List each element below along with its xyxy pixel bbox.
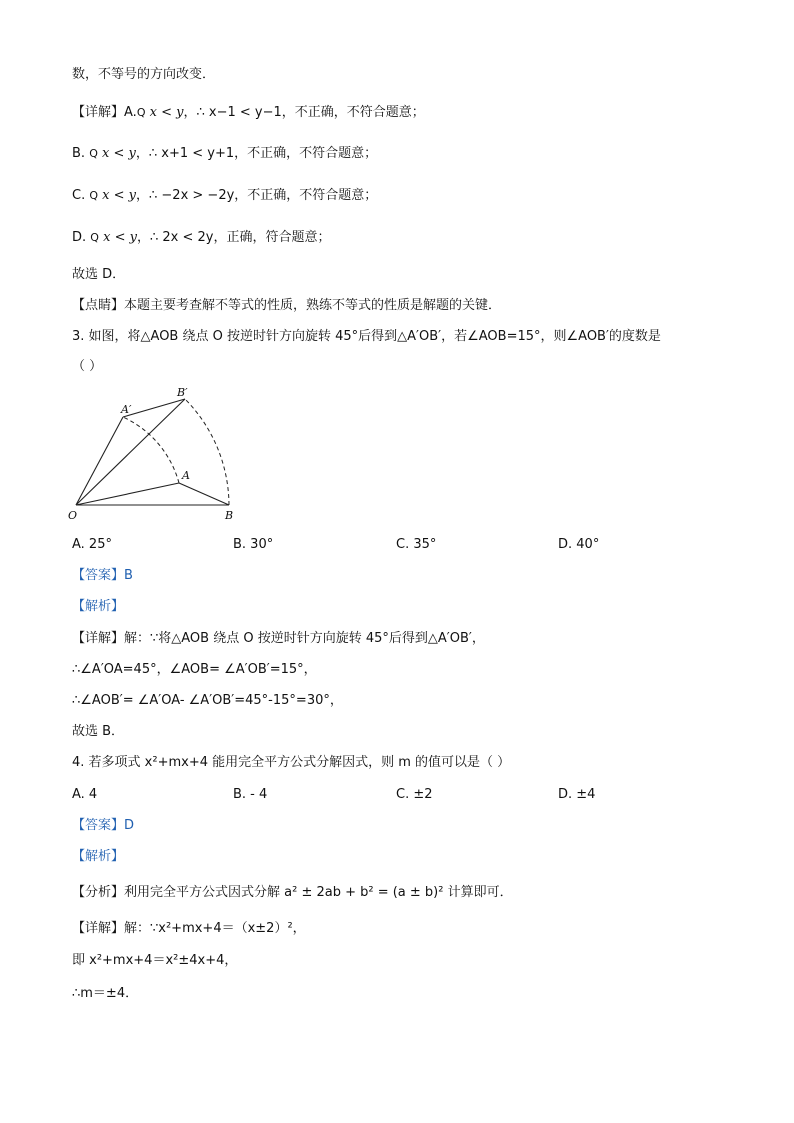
label-B-prime: B′ — [177, 386, 188, 399]
choose-answer: 故选 D． — [72, 267, 126, 282]
detail-4-line-3: ∴m＝±4． — [72, 986, 139, 1001]
because-symbol: Q — [89, 189, 99, 202]
math-expression: x < y — [149, 105, 184, 120]
analysis-3-heading: 【解析】 — [72, 599, 125, 614]
rotation-figure — [66, 382, 246, 524]
text-segment: ，∴ 2x < 2y，正确，符合题意； — [136, 230, 331, 245]
question-4: 4. 若多项式 x²+mx+4 能用完全平方公式分解因式，则 m 的值可以是（ ） — [72, 755, 511, 770]
q4-option-a: A. 4 — [72, 787, 98, 802]
option-label: D. — [72, 230, 87, 245]
detail-label: 【详解】A. — [72, 105, 137, 120]
text-segment: ，∴ −2x > −2y，不正确，不符合题意； — [136, 188, 378, 203]
option-label: B. — [72, 146, 86, 161]
because-symbol: Q — [90, 231, 99, 244]
option-c-line — [72, 187, 377, 205]
math-expression: x < y — [102, 146, 136, 161]
q4-option-b: B. - 4 — [233, 787, 268, 802]
text-segment: ，∴ x+1 < y+1，不正确，不符合题意； — [135, 146, 378, 161]
detail-3-line-3: ∴∠AOB′= ∠A′OA- ∠A′OB′=45°-15°=30°， — [72, 693, 343, 708]
segment-OA1 — [76, 417, 123, 505]
detail-4-line-1: 【详解】解：∵x²+mx+4＝（x±2）²， — [72, 921, 306, 936]
arc-A-to-A1 — [123, 417, 179, 483]
answer-4: 【答案】D — [72, 818, 135, 833]
option-b-line — [72, 145, 377, 163]
q3-option-d: D. 40° — [558, 537, 600, 552]
choose-answer-3: 故选 B． — [72, 724, 125, 739]
q3-option-a: A. 25° — [72, 537, 112, 552]
segment-OA — [76, 483, 179, 505]
detail-a-line — [72, 104, 425, 122]
segment-AB — [179, 483, 229, 505]
question-3: 3. 如图，将△AOB 绕点 O 按逆时针方向旋转 45°后得到△A′OB′，若∠AOB=15°，则∠AOB′的度数是 — [72, 329, 661, 344]
label-O: O — [68, 509, 78, 522]
q3-option-b: B. 30° — [233, 537, 274, 552]
detail-3-line-2: ∴∠A′OA=45°，∠AOB= ∠A′OB′=15°， — [72, 662, 317, 677]
text-segment: ，∴ x−1 < y−1，不正确，不符合题意； — [183, 105, 425, 120]
question-3-paren: （ ） — [72, 359, 103, 374]
because-symbol: Q — [89, 147, 98, 160]
math-expression: x < y — [102, 188, 137, 203]
option-d-line — [72, 229, 330, 247]
detail-3-line-1: 【详解】解：∵将△AOB 绕点 O 按逆时针方向旋转 45°后得到△A′OB′， — [72, 631, 485, 646]
analysis-4-line: 【分析】利用完全平方公式因式分解 a² ± 2ab + b² = (a ± b)² 计算即可． — [72, 885, 513, 900]
q4-option-c: C. ±2 — [396, 787, 433, 802]
label-A: A — [182, 469, 190, 482]
q3-option-c: C. 35° — [396, 537, 437, 552]
because-symbol: Q — [136, 106, 146, 119]
label-B: B — [225, 509, 234, 522]
analysis-4-heading: 【解析】 — [72, 849, 125, 864]
answer-3: 【答案】B — [72, 568, 133, 583]
label-A-prime: A′ — [121, 403, 132, 416]
q4-option-d: D. ±4 — [558, 787, 596, 802]
comment-line: 【点睛】本题主要考查解不等式的性质，熟练不等式的性质是解题的关键． — [72, 298, 502, 313]
option-label: C. — [72, 188, 86, 203]
text-line: 数，不等号的方向改变． — [72, 67, 216, 82]
math-expression: x < y — [103, 230, 137, 245]
detail-4-line-2: 即 x²+mx+4＝x²±4x+4， — [72, 953, 238, 968]
